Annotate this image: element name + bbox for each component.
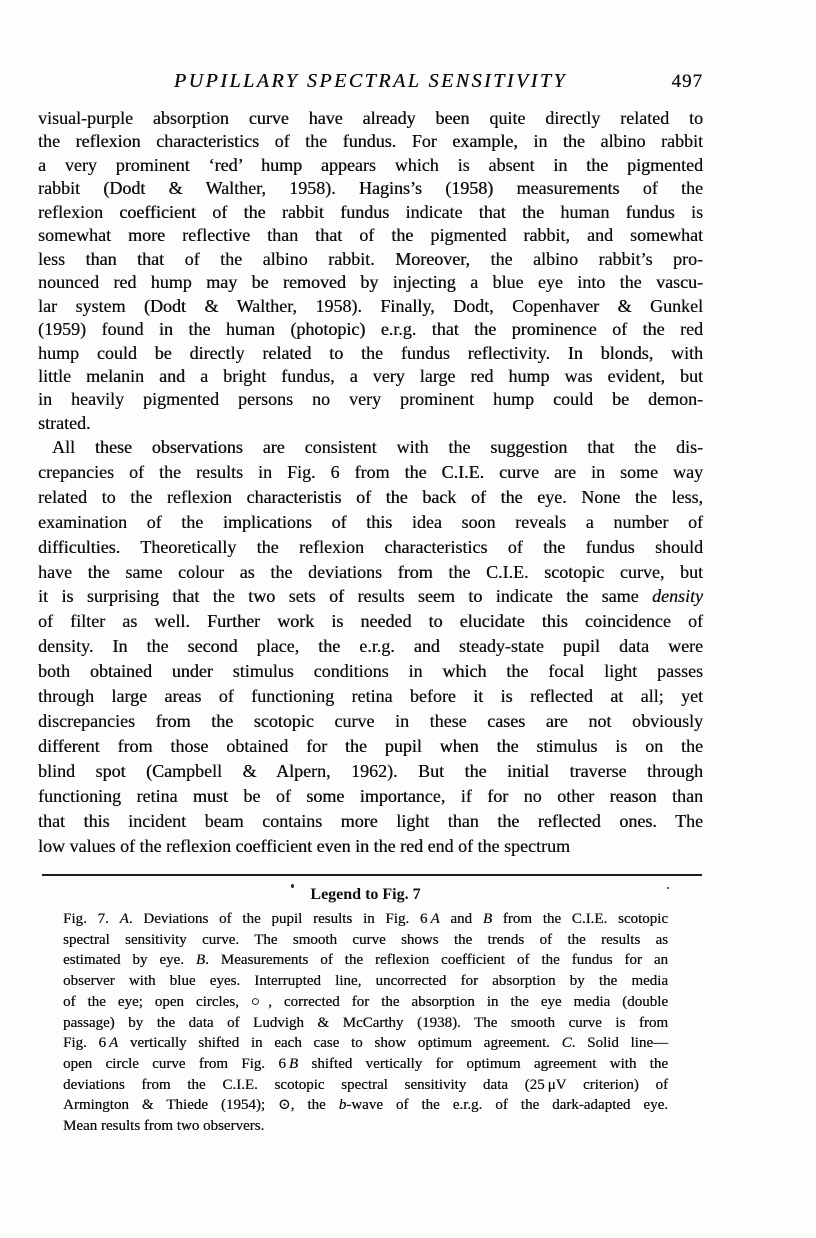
body-text-line: have the same colour as the deviations from the C.I.E. scotopic curve, but (38, 561, 703, 582)
body-text-line: blind spot (Campbell & Alpern, 1962). But the initial traverse through (38, 760, 703, 781)
body-text-line: lar system (Dodt & Walther, 1958). Finally, Dodt, Copenhaver & Gunkel (38, 295, 703, 316)
body-text-line: nounced red hump may be removed by injecting a blue eye into the vascu- (38, 272, 703, 293)
body-text-line: rabbit (Dodt & Walther, 1958). Hagins’s (1958) measurements of the (38, 178, 703, 199)
legend-text-line: spectral sensitivity curve. The smooth curve shows the trends of the results as (63, 931, 668, 948)
body-text-line: functioning retina must be of some importance, if for no other reason than (38, 785, 703, 806)
body-text-line: low values of the reflexion coefficient even in the red end of the spectrum (38, 835, 570, 856)
body-text-line: little melanin and a bright fundus, a very large red hump was evident, but (38, 365, 703, 386)
body-text-line: through large areas of functioning retina before it is reflected at all; yet (38, 686, 703, 707)
body-text-line: that this incident beam contains more light than the reflected ones. The (38, 810, 703, 831)
body-text-line: somewhat more reflective than that of the pigmented rabbit, and somewhat (38, 225, 703, 246)
body-text-line: hump could be directly related to the fundus reflectivity. In blonds, with (38, 342, 703, 363)
page-number: 497 (671, 71, 703, 92)
body-text-line: the reflexion characteristics of the fundus. For example, in the albino rabbit (38, 131, 703, 152)
body-paragraph-2 (38, 435, 703, 858)
body-text-line: difficulties. Theoretically the reflexion characteristics of the fundus should (38, 536, 703, 557)
body-text-line: density. In the second place, the e.r.g. and steady-state pupil data were (38, 636, 703, 657)
body-text-line: visual-purple absorption curve have already been quite directly related to (38, 108, 703, 128)
legend-text-line: Fig. 7. A. Deviations of the pupil results in Fig. 6 A and B from the C.I.E. scotopic (63, 911, 668, 927)
body-text-line: strated. (38, 412, 91, 433)
body-paragraph-1 (38, 107, 703, 435)
body-text-line: related to the reflexion characteristis of the back of the eye. None the less, (38, 486, 703, 507)
legend-text-line: estimated by eye. B. Measurements of the reflexion coefficient of the fundus for an (63, 952, 668, 969)
legend-text-line: observer with blue eyes. Interrupted line, uncorrected for absorption by the media (63, 973, 668, 990)
running-title: PUPILLARY SPECTRAL SENSITIVITY (173, 70, 568, 92)
body-text-line: crepancies of the results in Fig. 6 from the C.I.E. curve are in some way (38, 461, 703, 482)
figure-legend-caption (63, 909, 668, 1137)
body-text-line: it is surprising that the two sets of results seem to indicate the same density (38, 586, 703, 607)
body-text-line: a very prominent ‘red’ hump appears which is absent in the pigmented (38, 154, 703, 175)
body-text-line: reflexion coefficient of the rabbit fundus indicate that the human fundus is (38, 201, 703, 222)
divider-rule (42, 874, 702, 876)
body-text-line: less than that of the albino rabbit. Moreover, the albino rabbit’s pro- (38, 248, 703, 269)
legend-text-line: passage) by the data of Ludvigh & McCarthy (1938). The smooth curve is from (63, 1014, 668, 1031)
body-text-line: All these observations are consistent with the suggestion that the dis- (52, 437, 703, 457)
legend-text-line: of the eye; open circles, ○, corrected for the absorption in the eye media (double (63, 993, 668, 1010)
legend-text-line: Mean results from two observers. (63, 1118, 265, 1135)
body-text-line: (1959) found in the human (photopic) e.r.g. that the prominence of the red (38, 319, 703, 340)
legend-text-line: deviations from the C.I.E. scotopic spectral sensitivity data (25 μV criterion) of (63, 1076, 668, 1093)
running-head (38, 70, 703, 96)
body-text-line: discrepancies from the scotopic curve in these cases are not obviously (38, 710, 703, 731)
body-text-line: different from those obtained for the pupil when the stimulus is on the (38, 735, 703, 756)
body-text-line: of filter as well. Further work is needed to elucidate this coincidence of (38, 611, 703, 632)
legend-text-line: Armington & Thiede (1954); ⊙, the b-wave of the e.r.g. of the dark-adapted eye. (63, 1097, 668, 1114)
legend-text-line: open circle curve from Fig. 6 B shifted vertically for optimum agreement with the (63, 1055, 669, 1072)
legend-heading: Legend to Fig. 7 (310, 886, 421, 903)
legend-text-line: Fig. 6 A vertically shifted in each case to show optimum agreement. C. Solid line— (63, 1035, 669, 1052)
body-text-line: in heavily pigmented persons no very prominent hump could be demon- (38, 389, 703, 410)
body-text-line: both obtained under stimulus conditions in which the focal light passes (38, 661, 703, 682)
body-text-line: examination of the implications of this idea soon reveals a number of (38, 511, 703, 532)
